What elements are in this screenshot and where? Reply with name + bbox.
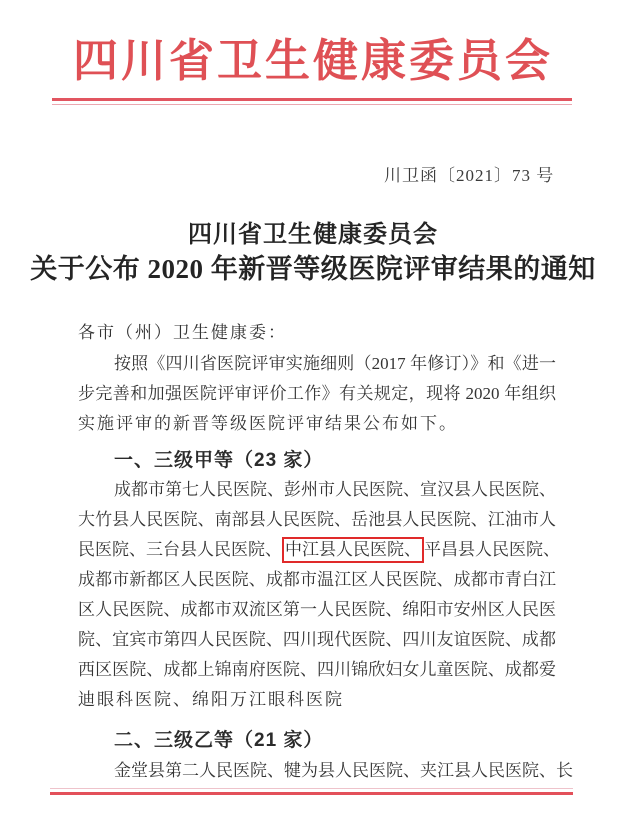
hospital-list-grade-a — [78, 475, 560, 715]
letterhead-agency-name: 四川省卫生健康委员会 — [72, 36, 553, 86]
highlighted-hospital-red-box: 中江县人民医院、 — [282, 537, 424, 563]
hospital-list-line: 区人民医院、成都市双流区第一人民医院、绵阳市安州区人民医 — [78, 600, 556, 619]
section-heading-grade-b: 二、三级乙等（21 家） — [114, 730, 324, 751]
document-title-line2: 关于公布 2020 年新晋等级医院评审结果的通知 — [30, 254, 596, 284]
document-reference-number: 川卫函〔2021〕73 号 — [384, 166, 555, 185]
letterhead-divider-rule — [52, 98, 572, 105]
hospital-list-line: 院、宜宾市第四人民医院、四川现代医院、四川友谊医院、成都 — [78, 630, 556, 649]
letterhead-rule-thin — [52, 104, 572, 105]
letterhead-rule-thick — [52, 98, 572, 101]
hospital-list-line — [78, 535, 560, 565]
document-title — [0, 220, 626, 288]
document-title-line1: 四川省卫生健康委员会 — [188, 222, 438, 248]
page-bottom-rule — [50, 788, 573, 795]
hospital-list-line: 成都市第七人民医院、彭州市人民医院、宣汉县人民医院、 — [114, 480, 556, 499]
intro-line: 实施评审的新晋等级医院评审结果公布如下。 — [78, 414, 458, 433]
hospital-list-line: 大竹县人民医院、南部县人民医院、岳池县人民医院、江油市人 — [78, 510, 556, 529]
bottom-rule-strong — [50, 792, 573, 795]
hospital-list-segment: 民医院、三台县人民医院、 — [78, 540, 282, 559]
section-heading-grade-a: 一、三级甲等（23 家） — [114, 450, 324, 471]
hospital-list-grade-b — [78, 756, 573, 786]
intro-line: 按照《四川省医院评审实施细则（2017 年修订）》和《进一 — [114, 354, 556, 373]
hospital-list-line: 金堂县第二人民医院、犍为县人民医院、夹江县人民医院、长 — [114, 761, 573, 780]
salutation: 各市（州）卫生健康委： — [78, 323, 287, 342]
hospital-list-segment: 平昌县人民医院、 — [424, 540, 560, 559]
intro-line: 步完善和加强医院评审评价工作》有关规定，现将 2020 年组织 — [78, 384, 556, 403]
bottom-rule-faint — [50, 788, 573, 789]
hospital-list-line: 成都市新都区人民医院、成都市温江区人民医院、成都市青白江 — [78, 570, 556, 589]
hospital-list-line: 西区医院、成都上锦南府医院、四川锦欣妇女儿童医院、成都爱 — [78, 660, 556, 679]
intro-paragraph — [78, 349, 556, 439]
hospital-list-line: 迪眼科医院、绵阳万江眼科医院 — [78, 690, 344, 709]
